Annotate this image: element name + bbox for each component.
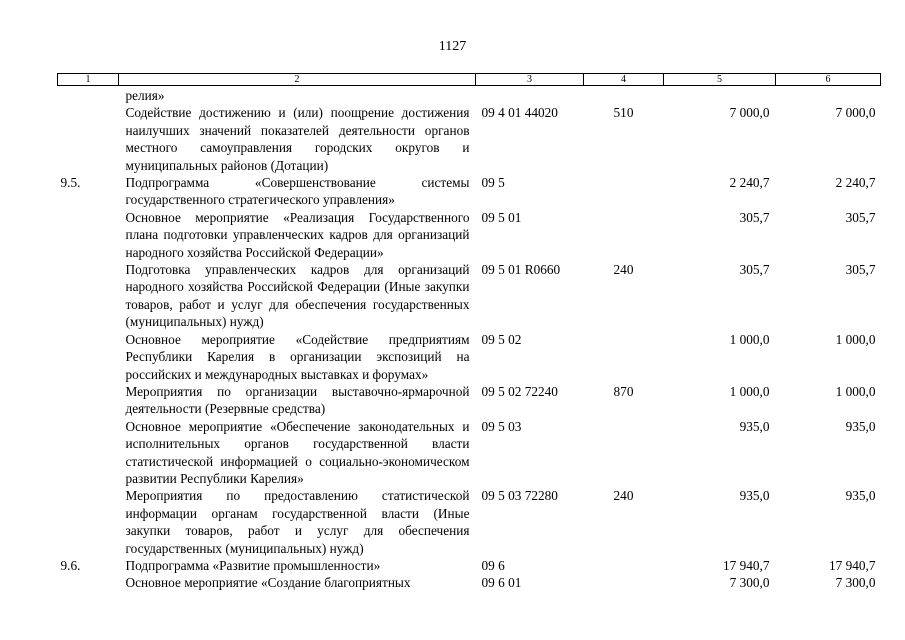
- row-code: 09 5: [481, 175, 505, 191]
- row-expense-type: [584, 209, 664, 261]
- column-header-amount-2: 6: [776, 74, 881, 86]
- row-number: [58, 331, 119, 383]
- row-number: 9.5.: [60, 175, 81, 191]
- row-expense-type: [584, 86, 664, 105]
- table-row: [58, 261, 881, 331]
- row-expense-type: 240: [613, 262, 634, 278]
- row-amount-1: [664, 86, 776, 105]
- column-header-expense-type: 4: [584, 74, 664, 86]
- row-code: [476, 86, 584, 105]
- row-expense-type: [584, 418, 664, 488]
- table-header: [58, 74, 881, 86]
- row-name: Мероприятия по организации выставочно-ярмарочной деятельности (Резервные средства): [125, 383, 470, 417]
- row-code: 09 5 02 72240: [481, 383, 558, 399]
- table-row: [58, 574, 881, 591]
- table-row: [58, 557, 881, 574]
- table-row: [58, 383, 881, 418]
- table-row: [58, 174, 881, 209]
- page-number: 1127: [438, 39, 467, 54]
- row-name: Содействие достижению и (или) поощрение достижения наилучших значений показателей деятельности органов местного самоуправления городских округов и муниципальных районов (Дотации): [125, 105, 470, 173]
- row-expense-type: [584, 174, 664, 209]
- row-code: 09 5 01: [481, 209, 522, 225]
- row-expense-type: 240: [613, 488, 634, 504]
- row-amount-2: [776, 86, 881, 105]
- row-amount-2: 305,7: [845, 262, 876, 278]
- row-amount-1: 305,7: [739, 262, 770, 278]
- table-row: [58, 104, 881, 174]
- table-row: [58, 331, 881, 383]
- row-name: Основное мероприятие «Создание благоприятных: [125, 575, 411, 591]
- row-number: [58, 86, 119, 105]
- row-number: [58, 574, 119, 591]
- row-number: [58, 487, 119, 557]
- column-header-amount-1: 5: [664, 74, 776, 86]
- row-amount-2: 1 000,0: [835, 383, 876, 399]
- row-amount-1: 935,0: [739, 418, 770, 434]
- row-number: [58, 261, 119, 331]
- row-amount-2: 935,0: [845, 418, 876, 434]
- row-amount-1: 2 240,7: [729, 175, 770, 191]
- row-code: 09 5 03: [481, 418, 522, 434]
- column-header-name: 2: [119, 74, 476, 86]
- row-name: Основное мероприятие «Реализация Государственного плана подготовки управленческих кадров для организаций народного хозяйства Российской Федерации»: [125, 209, 470, 260]
- row-number: [58, 418, 119, 488]
- row-name: релия»: [125, 88, 165, 103]
- row-code: 09 5 03 72280: [481, 488, 558, 504]
- row-name: Подготовка управленческих кадров для организаций народного хозяйства Российской Федерации (Иные закупки товаров, работ и услуг для обеспечения государственных (муниципальных) нужд): [125, 262, 470, 330]
- row-name: Основное мероприятие «Содействие предприятиям Республики Карелия в организации экспозиций на российских и международных выставках и форумах»: [125, 331, 470, 382]
- row-name: Подпрограмма «Развитие промышленности»: [125, 557, 381, 573]
- row-number: [58, 104, 119, 174]
- header-row: [58, 74, 881, 86]
- row-number: [58, 209, 119, 261]
- column-header-number: 1: [58, 74, 119, 86]
- row-name: Основное мероприятие «Обеспечение законодательных и исполнительных органов государственной власти статистической информацией о социально-экономическом развитии Республики Карелия»: [125, 418, 470, 486]
- row-amount-2: 305,7: [845, 209, 876, 225]
- row-amount-1: 935,0: [739, 488, 770, 504]
- row-code: 09 4 01 44020: [481, 105, 558, 121]
- row-amount-2: 7 000,0: [835, 105, 876, 121]
- table-row: [58, 209, 881, 261]
- row-code: 09 6: [481, 557, 505, 573]
- row-amount-2: 1 000,0: [835, 331, 876, 347]
- row-name: Мероприятия по предоставлению статистической информации органам государственной власти (Иные закупки товаров, работ и услуг для обеспечения государственных (муниципальных) нужд): [125, 488, 470, 556]
- row-expense-type: [584, 331, 664, 383]
- row-code: 09 6 01: [481, 575, 522, 591]
- row-number: 9.6.: [60, 557, 81, 573]
- row-expense-type: [584, 574, 664, 591]
- row-expense-type: 510: [613, 105, 634, 121]
- row-amount-1: 7 000,0: [729, 105, 770, 121]
- row-code: 09 5 02: [481, 331, 522, 347]
- budget-table: [57, 73, 881, 592]
- row-amount-1: 1 000,0: [729, 383, 770, 399]
- row-expense-type: 870: [613, 383, 634, 399]
- row-amount-2: 17 940,7: [828, 557, 876, 573]
- table-row: [58, 418, 881, 488]
- row-number: [58, 383, 119, 418]
- row-expense-type: [584, 557, 664, 574]
- row-amount-2: 7 300,0: [835, 575, 876, 591]
- row-amount-1: 1 000,0: [729, 331, 770, 347]
- table-row: [58, 86, 881, 105]
- row-amount-2: 935,0: [845, 488, 876, 504]
- row-name: Подпрограмма «Совершенствование системы государственного стратегического управления»: [125, 175, 470, 208]
- row-amount-1: 7 300,0: [729, 575, 770, 591]
- column-header-code: 3: [476, 74, 584, 86]
- table-row: [58, 487, 881, 557]
- table-body: [58, 86, 881, 592]
- row-amount-2: 2 240,7: [835, 175, 876, 191]
- row-amount-1: 17 940,7: [722, 557, 770, 573]
- row-amount-1: 305,7: [739, 209, 770, 225]
- row-code: 09 5 01 R0660: [481, 262, 561, 278]
